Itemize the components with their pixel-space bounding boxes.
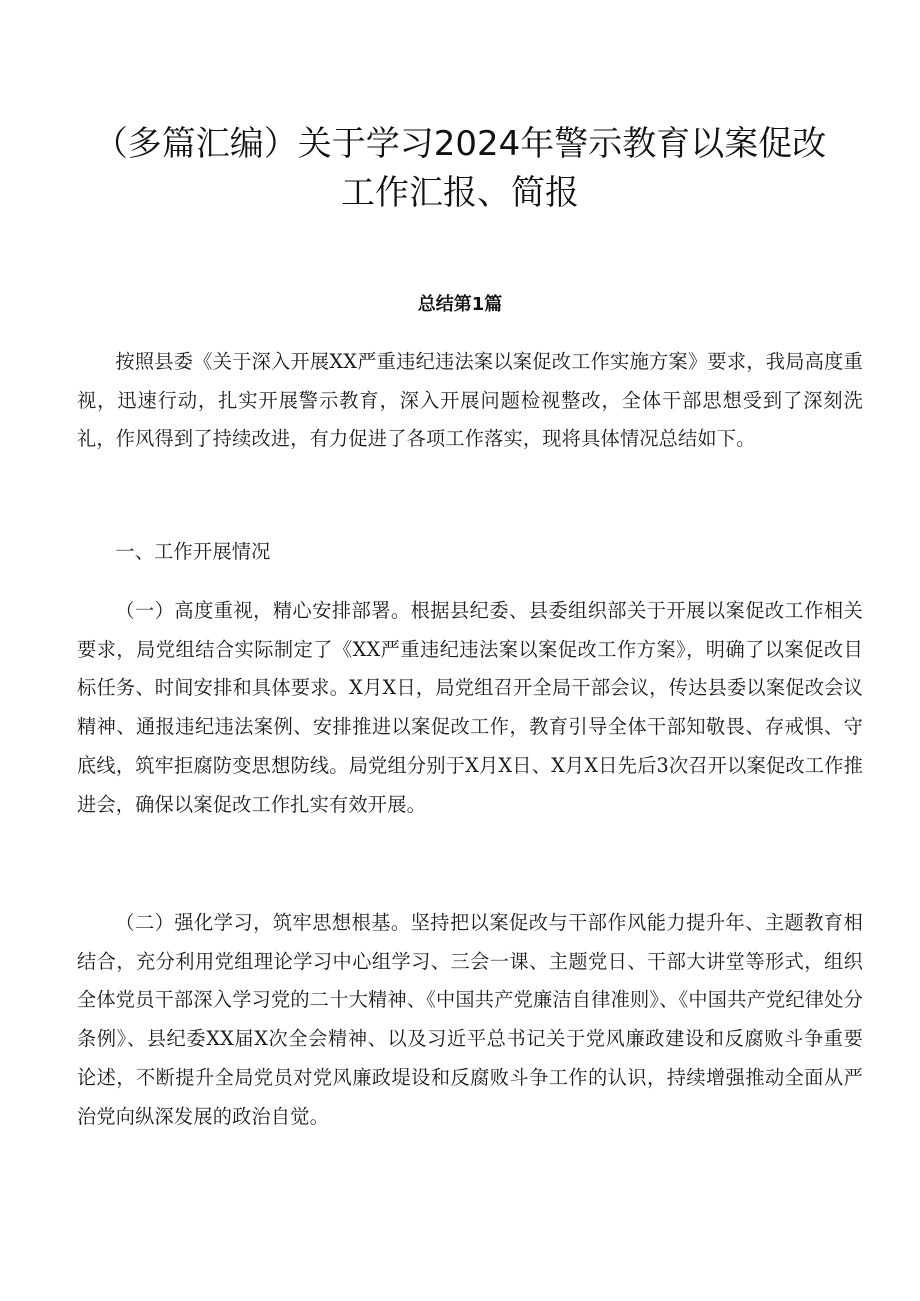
- section-heading: 总结第1篇: [417, 294, 503, 315]
- paragraph-deployment: （一）高度重视，精心安排部署。根据县纪委、县委组织部关于开展以案促改工作相关要求，局党组结合实际制定了《XX严重违纪违法案以案促改工作方案》，明确了以案促改目标任务、时间安排和具体要求。X月X日，局党组召开全局干部会议，传达县委以案促改会议精神、通报违纪违法案例、安排推进以案促改工作，教育引导全体干部知敬畏、存戒惧、守底线，筑牢拒腐防变思想防线。局党组分别于X月X日、X月X日先后3次召开以案促改工作推进会，确保以案促改工作扎实有效开展。: [77, 599, 863, 816]
- subsection-heading-work-status: 一、工作开展情况: [115, 540, 271, 563]
- document-title: （多篇汇编）关于学习2024年警示教育以案促改工作汇报、简报: [93, 124, 827, 213]
- intro-paragraph: 按照县委《关于深入开展XX严重违纪违法案以案促改工作实施方案》要求，我局高度重视，迅速行动，扎实开展警示教育，深入开展问题检视整改，全体干部思想受到了深刻洗礼，作风得到了持续改进，有力促进了各项工作落实，现将具体情况总结如下。: [77, 350, 863, 451]
- paragraph-study: （二）强化学习，筑牢思想根基。坚持把以案促改与干部作风能力提升年、主题教育相结合，充分利用党组理论学习中心组学习、三会一课、主题党日、干部大讲堂等形式，组织全体党员干部深入学习党的二十大精神、《中国共产党廉洁自律准则》、《中国共产党纪律处分条例》、县纪委XX届X次全会精神、以及习近平总书记关于党风廉政建设和反腐败斗争重要论述，不断提升全局党员对党风廉政堤设和反腐败斗争工作的认识，持续增强推动全面从严治党向纵深发展的政治自觉。: [77, 911, 863, 1128]
